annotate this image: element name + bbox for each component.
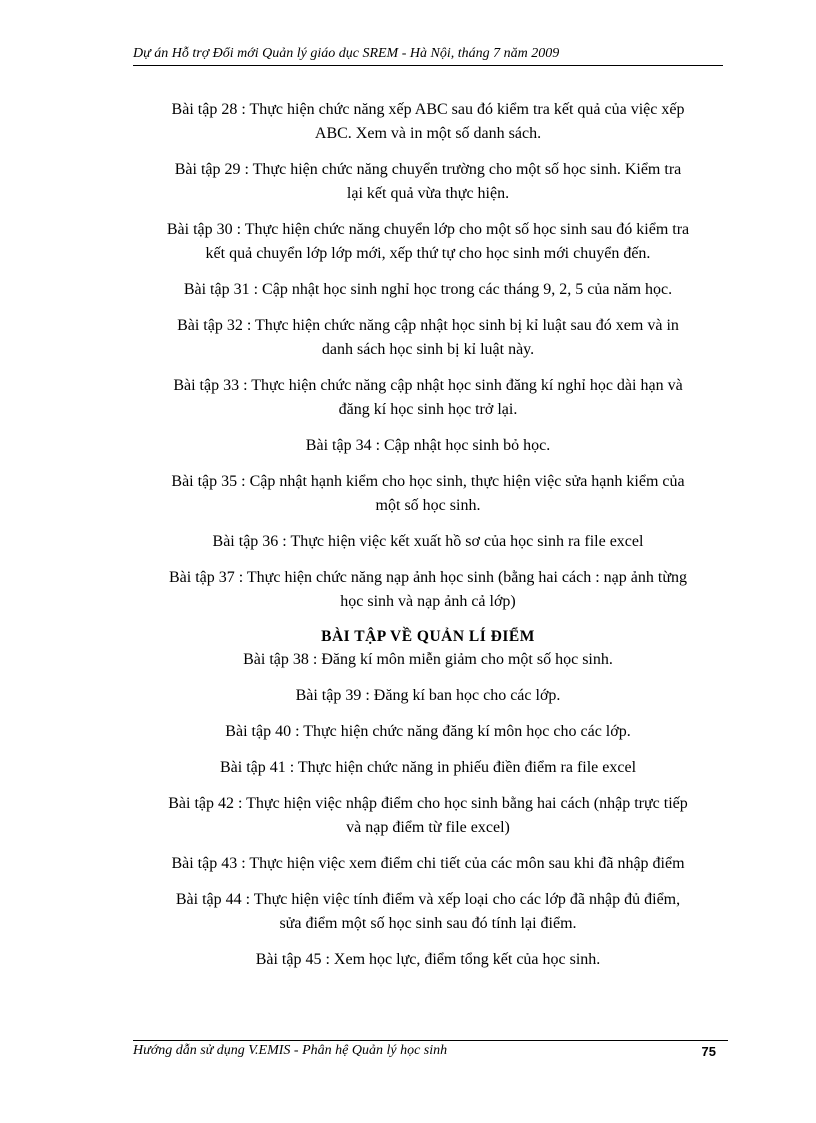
exercise-line: và nạp điểm từ file excel)	[346, 819, 510, 836]
exercise-40	[133, 720, 723, 744]
exercise-line: lại kết quả vừa thực hiện.	[346, 185, 510, 202]
exercise-39	[133, 684, 723, 708]
page-number: 75	[701, 1044, 716, 1059]
exercise-line: Bài tập 34 : Cập nhật học sinh bỏ học.	[305, 437, 551, 454]
exercise-line: Bài tập 30 : Thực hiện chức năng chuyển lớp cho một số học sinh sau đó kiểm tra	[166, 221, 690, 238]
exercise-42	[133, 792, 723, 840]
header-text: Dự án Hỗ trợ Đổi mới Quản lý giáo dục SREM - Hà Nội, tháng 7 năm 2009	[133, 46, 560, 61]
exercise-line: ABC. Xem và in một số danh sách.	[314, 125, 542, 142]
page-footer	[133, 1040, 728, 1063]
exercise-line: Bài tập 39 : Đăng kí ban học cho các lớp.	[295, 687, 561, 704]
exercise-line: Bài tập 44 : Thực hiện việc tính điểm và xếp loại cho các lớp đã nhập đủ điểm,	[175, 891, 681, 908]
exercise-line: kết quả chuyển lớp lớp mới, xếp thứ tự cho học sinh mới chuyển đến.	[205, 245, 651, 262]
exercise-34	[133, 434, 723, 458]
exercise-line: một số học sinh.	[375, 497, 481, 514]
exercise-line: học sinh và nạp ảnh cả lớp)	[340, 593, 516, 610]
exercise-line: Bài tập 36 : Thực hiện việc kết xuất hồ sơ của học sinh ra file excel	[212, 533, 644, 550]
exercise-line: danh sách học sinh bị kỉ luật này.	[321, 341, 535, 358]
exercise-line: Bài tập 31 : Cập nhật học sinh nghỉ học trong các tháng 9, 2, 5 của năm học.	[183, 281, 673, 298]
exercise-line: sửa điểm một số học sinh sau đó tính lại điểm.	[279, 915, 577, 932]
exercise-line: Bài tập 37 : Thực hiện chức năng nạp ảnh học sinh (bằng hai cách : nạp ảnh từng	[168, 569, 687, 586]
exercise-line: Bài tập 28 : Thực hiện chức năng xếp ABC sau đó kiểm tra kết quả của việc xếp	[171, 101, 685, 118]
page-body	[133, 98, 723, 984]
exercise-44	[133, 888, 723, 936]
exercise-line: Bài tập 29 : Thực hiện chức năng chuyển trường cho một số học sinh. Kiểm tra	[174, 161, 682, 178]
exercise-36	[133, 530, 723, 554]
exercise-35	[133, 470, 723, 518]
exercise-37	[133, 566, 723, 614]
page-header	[133, 46, 723, 66]
exercise-45	[133, 948, 723, 972]
exercise-32	[133, 314, 723, 362]
exercise-line: Bài tập 41 : Thực hiện chức năng in phiếu điền điểm ra file excel	[219, 759, 637, 776]
exercise-line: Bài tập 38 : Đăng kí môn miễn giảm cho một số học sinh.	[243, 651, 613, 668]
exercise-line: Bài tập 42 : Thực hiện việc nhập điểm cho học sinh bằng hai cách (nhập trực tiếp	[168, 795, 688, 812]
exercise-33	[133, 374, 723, 422]
exercise-41	[133, 756, 723, 780]
section-title: BÀI TẬP VỀ QUẢN LÍ ĐIỂM	[321, 628, 535, 645]
exercise-line: Bài tập 40 : Thực hiện chức năng đăng kí môn học cho các lớp.	[225, 723, 631, 740]
footer-text: Hướng dẫn sử dụng V.EMIS - Phân hệ Quản lý học sinh	[133, 1043, 448, 1058]
exercise-29	[133, 158, 723, 206]
exercise-line: Bài tập 32 : Thực hiện chức năng cập nhật học sinh bị kỉ luật sau đó xem và in	[177, 317, 679, 334]
exercise-line: Bài tập 33 : Thực hiện chức năng cập nhật học sinh đăng kí nghỉ học dài hạn và	[173, 377, 683, 394]
exercise-line: đăng kí học sinh học trở lại.	[338, 401, 518, 418]
exercise-31	[133, 278, 723, 302]
exercise-38	[133, 648, 723, 672]
exercise-line: Bài tập 35 : Cập nhật hạnh kiểm cho học sinh, thực hiện việc sửa hạnh kiểm của	[171, 473, 685, 490]
exercise-28	[133, 98, 723, 146]
exercise-line: Bài tập 43 : Thực hiện việc xem điểm chi tiết của các môn sau khi đã nhập điểm	[171, 855, 685, 872]
exercise-43	[133, 852, 723, 876]
exercise-30	[133, 218, 723, 266]
exercise-line: Bài tập 45 : Xem học lực, điểm tổng kết của học sinh.	[255, 951, 601, 968]
